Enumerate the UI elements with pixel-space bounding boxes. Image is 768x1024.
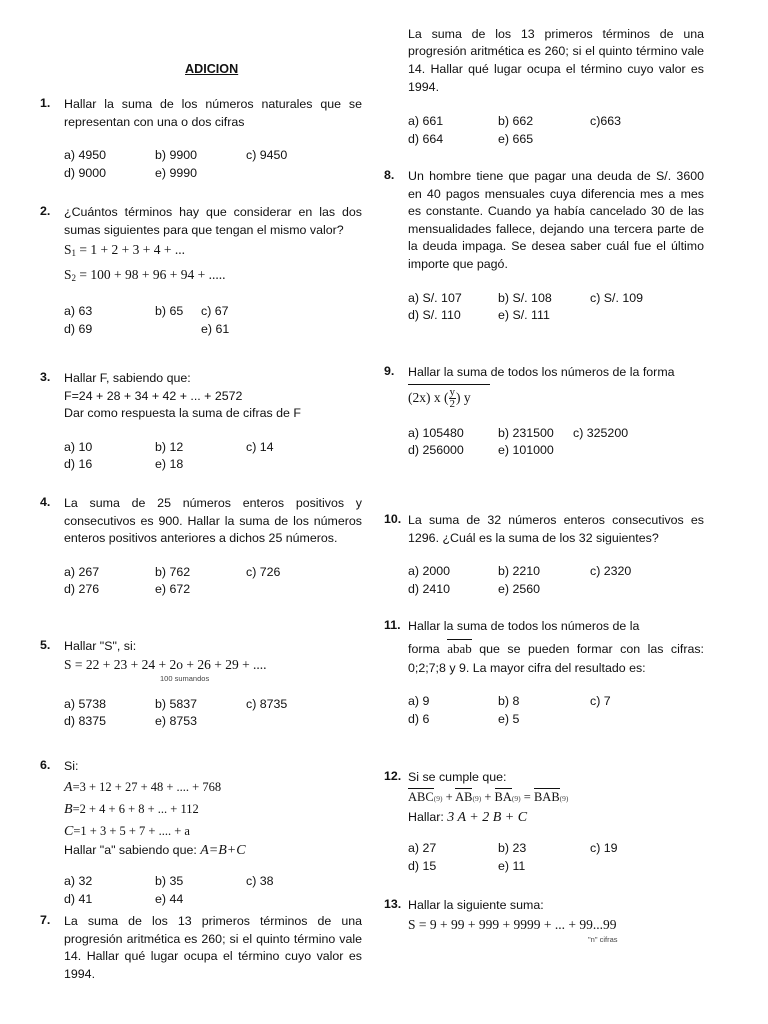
answer-options <box>64 147 362 182</box>
answer-options <box>64 873 362 908</box>
option-e: e) 11 <box>498 858 526 873</box>
formula-s2: $S_2 = 100 + 98 + 96 + 94$ + ..... <box>64 267 226 284</box>
answer-options <box>408 840 704 875</box>
option-c: c) 9450 <box>246 148 288 163</box>
option-d: d) 256000 <box>408 443 464 458</box>
option-b: b) 2210 <box>498 564 541 579</box>
formula-note: "n" cifras <box>588 934 618 944</box>
question-9 <box>384 364 704 460</box>
abab-numeral: abab <box>447 640 472 656</box>
option-b: b) 65 <box>155 304 184 319</box>
option-c: c) 8735 <box>246 696 288 711</box>
formula-note: 100 sumandos <box>160 673 210 683</box>
option-d: d) 15 <box>408 858 437 873</box>
option-a: a) 63 <box>64 304 93 319</box>
option-a: a) 267 <box>64 564 100 579</box>
question-number: 6. <box>40 758 51 772</box>
question-text: Hallar "S", si: <box>64 639 137 653</box>
option-c: c) 67 <box>201 304 229 319</box>
question-text: Hallar la siguiente suma: <box>408 898 544 912</box>
question-8 <box>384 168 704 325</box>
answer-options <box>408 113 704 148</box>
question-7-continued <box>384 26 704 148</box>
question-text: ¿Cuántos términos hay que considerar en las dos sumas siguientes para que tengan el mismo valor? <box>64 205 362 237</box>
option-b: b) 5837 <box>155 696 198 711</box>
option-c: c) 19 <box>590 841 618 856</box>
formula-s: S = 22 + 23 + 24 + 2o + 26 + 29 + .... <box>64 656 267 672</box>
answer-options <box>64 439 362 474</box>
answer-options <box>408 290 704 325</box>
option-a: a) 105480 <box>408 425 464 440</box>
option-c: c) S/. 109 <box>590 290 644 305</box>
option-d: d) 2410 <box>408 581 451 596</box>
option-e: e) 672 <box>155 582 191 597</box>
option-b: b) 9900 <box>155 148 198 163</box>
option-a: a) 5738 <box>64 696 107 711</box>
question-text-line: Hallar "a" sabiendo que: A=B+C <box>64 842 246 858</box>
option-a: a) 2000 <box>408 564 451 579</box>
question-12 <box>384 769 704 875</box>
option-d: d) 664 <box>408 131 444 146</box>
option-a: a) 10 <box>64 439 93 454</box>
answer-options <box>408 693 704 728</box>
answer-options <box>64 303 362 338</box>
option-a: a) 32 <box>64 874 93 889</box>
question-13 <box>384 897 704 945</box>
option-b: b) S/. 108 <box>498 290 552 305</box>
option-c: c) 38 <box>246 874 274 889</box>
formula-s1: $S_1 = 1 + 2 + 3 + 4$ + ... <box>64 242 185 259</box>
option-e: e) 665 <box>498 131 534 146</box>
option-c: c)663 <box>590 114 621 128</box>
question-formula: F=24 + 28 + 34 + 42 + ... + 2572 <box>64 388 243 403</box>
option-c: c) 14 <box>246 439 274 454</box>
option-a: a) 9 <box>408 694 430 709</box>
option-d: d) 69 <box>64 321 93 336</box>
question-text: forma abab que se pueden formar con las cifras: 0;2;7;8 y 9. La mayor cifra del resultado es: <box>408 640 704 675</box>
option-e: e) 5 <box>498 711 520 726</box>
option-b: b) 762 <box>155 564 191 579</box>
option-c: c) 325200 <box>573 425 629 440</box>
question-number: 10. <box>384 512 402 526</box>
question-5 <box>40 638 362 731</box>
formula-form: (2x) x ( $\frac{y}{2}$ ) y <box>408 386 471 410</box>
formula-base9: ABC(9) + AB(9) + BA(9) = BAB(9) <box>408 789 569 804</box>
question-number: 1. <box>40 96 51 110</box>
question-7 <box>40 913 362 981</box>
formula-c: C=1 + 3 + 5 + 7 + .... + a <box>64 823 190 839</box>
question-number: 5. <box>40 638 51 652</box>
option-a: a) 4950 <box>64 148 107 163</box>
question-text: La suma de 32 números enteros consecutivos es 1296. ¿Cuál es la suma de los 32 siguientes? <box>408 513 704 545</box>
option-e: e) 18 <box>155 457 184 472</box>
question-text: La suma de 25 números enteros positivos y consecutivos es 900. Hallar la suma de los números enteros positivos anteriores a dichos 25 números. <box>64 496 362 546</box>
option-d: d) 41 <box>64 891 93 906</box>
option-b: b) 35 <box>155 874 184 889</box>
question-number: 3. <box>40 370 51 384</box>
option-d: d) 8375 <box>64 714 107 729</box>
answer-options <box>408 563 704 598</box>
option-e: e) 2560 <box>498 581 541 596</box>
question-number: 2. <box>40 204 51 218</box>
question-number: 8. <box>384 168 395 182</box>
question-number: 4. <box>40 495 51 509</box>
option-b: b) 662 <box>498 114 534 128</box>
question-text: Si: <box>64 759 79 773</box>
option-b: b) 12 <box>155 439 184 454</box>
formula-a: A=3 + 12 + 27 + 48 + .... + 768 <box>64 779 222 795</box>
option-e: e) 101000 <box>498 443 554 458</box>
option-b: b) 8 <box>498 694 520 709</box>
question-1 <box>40 96 362 182</box>
option-e: e) 9990 <box>155 165 198 180</box>
option-d: d) 276 <box>64 582 100 597</box>
question-text: Hallar la suma de todos los números de la forma <box>408 365 675 379</box>
question-3 <box>40 370 362 474</box>
question-text-line: Hallar la suma de todos los números de la <box>408 619 640 633</box>
option-e: e) 61 <box>201 321 230 336</box>
question-text-line: Dar como respuesta la suma de cifras de F <box>64 406 301 421</box>
option-a: a) 27 <box>408 841 437 856</box>
option-c: c) 7 <box>590 694 611 709</box>
option-c: c) 2320 <box>590 564 632 579</box>
question-text: La suma de los 13 primeros términos de una progresión aritmética es 260; si el quinto término vale 14. Hallar qué lugar ocupa el término cuyo valor es 1994. <box>408 26 704 94</box>
question-11 <box>384 618 704 728</box>
question-text-line: Hallar F, sabiendo que: <box>64 371 191 385</box>
option-d: d) 9000 <box>64 165 107 180</box>
question-text-line: Hallar: 3 A + 2 B + C <box>408 809 528 825</box>
option-e: e) S/. 111 <box>498 308 550 323</box>
question-text: Hallar la suma de los números naturales que se representan con una o dos cifras <box>64 97 362 129</box>
question-6 <box>40 758 362 908</box>
option-b: b) 231500 <box>498 425 554 440</box>
question-number: 13. <box>384 897 402 911</box>
answer-options <box>64 696 362 731</box>
question-text: La suma de los 13 primeros términos de una progresión aritmética es 260; si el quinto término vale 14. Hallar qué lugar ocupa el término cuyo valor es 1994. <box>64 914 362 981</box>
question-number: 11. <box>384 618 401 632</box>
option-e: e) 44 <box>155 891 184 906</box>
question-number: 7. <box>40 913 51 927</box>
answer-options <box>408 425 704 460</box>
question-2 <box>40 204 362 338</box>
question-number: 12. <box>384 769 402 783</box>
question-text: Un hombre tiene que pagar una deuda de S/. 3600 en 40 pagos mensuales cuya diferencia mes a mes es constante. Cuando ya había cancelado 30 de las mensualidades fallece, dejando una tercera parte de la deuda impaga. Se desea saber cuál fue el último importe que pagó. <box>408 169 704 271</box>
formula-b: B=2 + 4 + 6 + 8 + ... + 112 <box>64 801 199 817</box>
option-e: e) 8753 <box>155 714 198 729</box>
question-10 <box>384 512 704 598</box>
question-text: Si se cumple que: <box>408 770 507 784</box>
question-4 <box>40 495 362 599</box>
option-c: c) 726 <box>246 564 281 579</box>
option-a: a) 661 <box>408 114 444 128</box>
formula-s: S = 9 + 99 + 999 + 9999 + ... + 99...99 <box>408 916 617 932</box>
option-b: b) 23 <box>498 841 527 856</box>
question-number: 9. <box>384 364 395 378</box>
option-d: d) 6 <box>408 711 430 726</box>
answer-options <box>64 564 362 599</box>
page-title: ADICION <box>185 62 239 76</box>
option-d: d) S/. 110 <box>408 308 461 323</box>
option-d: d) 16 <box>64 457 93 472</box>
option-a: a) S/. 107 <box>408 290 462 305</box>
